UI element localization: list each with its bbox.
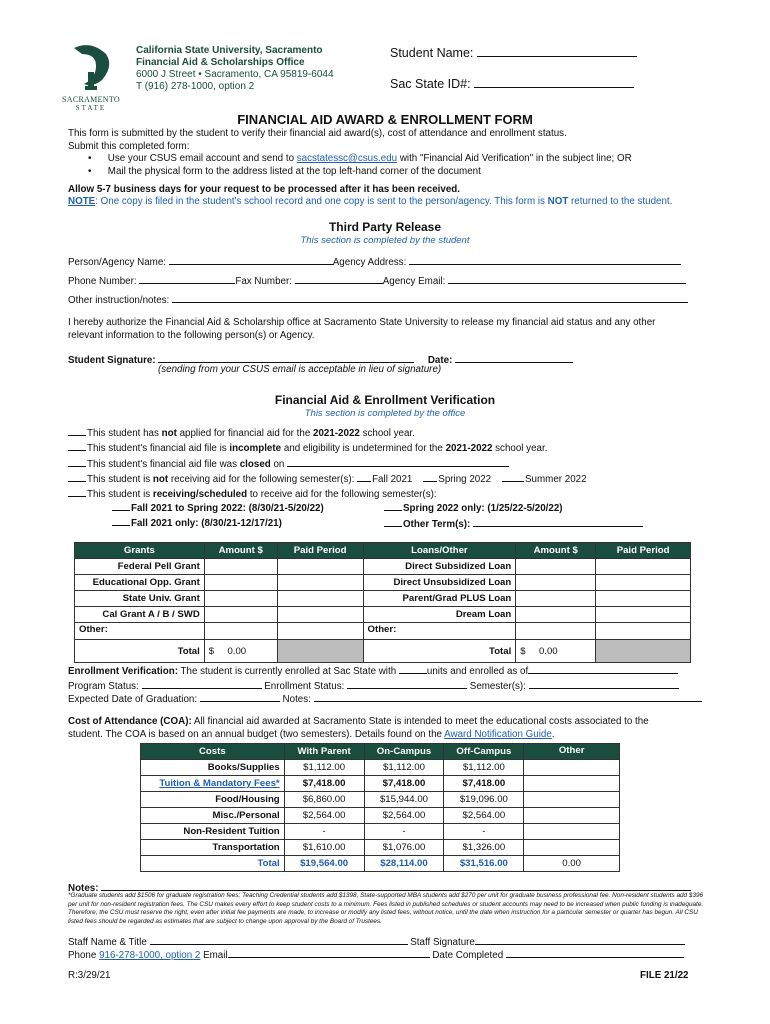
- phone-row: [68, 273, 686, 287]
- hornet-torch-icon: [62, 44, 120, 92]
- bullet-icon: •: [88, 153, 92, 164]
- signature-date-input[interactable]: [455, 352, 573, 363]
- term-spring-only[interactable]: Spring 2022 only: (1/25/22-5/20/22): [384, 501, 643, 516]
- program-status-label: Program Status:: [68, 681, 139, 692]
- enrollment-label: Enrollment Verification:: [68, 666, 178, 677]
- enrollment-row-3: [68, 691, 702, 705]
- university-name: California State University, Sacramento: [136, 45, 323, 56]
- fee-fine-print: *Graduate students add $1506 for graduate registration fees; Teaching Credential students add $1398, State-supported MBA students add $270 per unit for graduate business professional fee. Non-resident students add $396 per unit for non-resident registration fees. The CSU makes every effort to keep student costs to a minimum. Fees listed in published schedules or student accounts may need to be increased when public funding is inadequate. Therefore, the CSU must reserve the right, even after initial fee payments are made, to increase or modify any listed fees, without notice, until the date when instruction for a particular semester or quarter has begun. All CSU listed fees should be regarded as estimates that are subject to change upon approval by the Board of Trustees.: [68, 892, 704, 925]
- header-grants: Grants: [75, 543, 205, 559]
- student-name-label: Student Name:: [390, 46, 474, 60]
- agency-address-label: Agency Address:: [332, 257, 407, 268]
- other-notes-row: [68, 292, 688, 306]
- cost-label: Books/Supplies: [141, 760, 285, 776]
- cost-label: Transportation: [141, 840, 285, 856]
- header-off-campus: Off-Campus: [444, 744, 524, 760]
- staff-name-input[interactable]: [150, 934, 408, 945]
- phone-link[interactable]: 916-278-1000, option 2: [99, 950, 201, 961]
- table-row: [75, 591, 691, 607]
- person-agency-input[interactable]: [169, 254, 333, 265]
- cost-label: Food/Housing: [141, 792, 285, 808]
- header-with-parent: With Parent: [284, 744, 364, 760]
- agency-email-input[interactable]: [448, 273, 686, 284]
- coa-text: Cost of Attendance (COA): All financial aid awarded at Sacramento State is intended to meet the educational costs associated to the student. The COA is based on an annual budget (two semesters). Details found on the Award Notification Guide.: [68, 716, 649, 740]
- coa-header: [141, 744, 620, 760]
- student-signature-input[interactable]: [158, 352, 414, 363]
- semester-input[interactable]: [529, 678, 679, 689]
- authorize-line-1: I hereby authorize the Financial Aid & Scholarship office at Sacramento State University to release my financial aid status and any other: [68, 317, 656, 328]
- coa-text-2: student. The COA is based on an annual budget (two semesters). Details found on the: [68, 728, 445, 740]
- notes-label: Notes:: [68, 883, 99, 894]
- date-completed-label: Date Completed: [432, 950, 504, 961]
- allow-notice: Allow 5-7 business days for your request to be processed after it has been received.: [68, 184, 461, 195]
- grant-label: Educational Opp. Grant: [75, 575, 205, 591]
- loan-label: Parent/Grad PLUS Loan: [363, 591, 516, 607]
- bullet-2-text: Mail the physical form to the address listed at the top left-hand corner of the document: [107, 165, 481, 177]
- sac-state-id-field[interactable]: [390, 77, 634, 91]
- coa-total-label: Total: [141, 856, 285, 872]
- term-options-2: [384, 501, 643, 532]
- authorization-text: [68, 317, 708, 342]
- agency-email-label: Agency Email:: [382, 276, 446, 287]
- header-loans: Loans/Other: [363, 543, 516, 559]
- intro-bullet-2: [68, 166, 708, 179]
- person-agency-label: Person/Agency Name:: [68, 257, 167, 268]
- phone-label: Phone Number:: [68, 276, 137, 287]
- note-end: returned to the student.: [568, 196, 673, 207]
- intro-bullet-1: [68, 153, 708, 166]
- header-costs: Costs: [141, 744, 285, 760]
- signature-date-label: Date:: [427, 355, 453, 366]
- header-on-campus: On-Campus: [364, 744, 444, 760]
- term-other[interactable]: Other Term(s):: [384, 516, 643, 532]
- other-notes-input[interactable]: [172, 292, 688, 303]
- program-status-input[interactable]: [142, 678, 262, 689]
- cost-label: Non-Resident Tuition: [141, 824, 285, 840]
- person-agency-row: [68, 254, 681, 268]
- phone-input[interactable]: [139, 273, 235, 284]
- table-row: Tuition & Mandatory Fees* $7,418.00 $7,418.00 $7,418.00: [141, 776, 620, 792]
- coa-table: [140, 743, 620, 872]
- loan-label: Dream Loan: [363, 607, 516, 623]
- verification-subtitle: This section is completed by the office: [304, 408, 466, 419]
- grant-total-label: Total: [75, 640, 205, 663]
- table-row: Misc./Personal $2,564.00 $2,564.00 $2,564.00: [141, 808, 620, 824]
- table-row: Transportation $1,610.00 $1,076.00 $1,326.00: [141, 840, 620, 856]
- loan-total-value: $ 0.00: [516, 640, 596, 663]
- header-paid-period: Paid Period: [277, 543, 363, 559]
- logo-wordmark-1: SACRAMENTO: [62, 95, 120, 104]
- file-year: FILE 21/22: [640, 970, 689, 981]
- tuition-fees-link[interactable]: Tuition & Mandatory Fees*: [141, 776, 285, 792]
- coa-total-row: Total $19,564.00 $28,114.00 $31,516.00 0.00: [141, 856, 620, 872]
- staff-email-label: Email: [200, 950, 228, 961]
- loan-label: Direct Subsidized Loan: [363, 559, 516, 575]
- agency-address-input[interactable]: [409, 254, 681, 265]
- option-not-receiving[interactable]: This student is not receiving aid for the following semester(s): Fall 2021 Spring 2022 Summer 2022: [68, 472, 587, 487]
- bullet-1-end: with "Financial Aid Verification" in the subject line; OR: [397, 153, 632, 164]
- award-guide-link[interactable]: Award Notification Guide: [444, 728, 552, 740]
- term-fall-only[interactable]: Fall 2021 only: (8/30/21-12/17/21): [112, 516, 324, 531]
- staff-phone-label: Phone: [68, 950, 100, 961]
- table-row: Books/Supplies $1,112.00 $1,112.00 $1,112.00: [141, 760, 620, 776]
- table-row: [75, 607, 691, 623]
- grant-label: Cal Grant A / B / SWD: [75, 607, 205, 623]
- note-not: NOT: [547, 196, 569, 207]
- note-label: NOTE: [68, 196, 96, 207]
- staff-signature-label: Staff Signature: [410, 937, 475, 948]
- graduation-date-label: Expected Date of Graduation:: [68, 694, 198, 705]
- student-name-field[interactable]: [390, 46, 637, 60]
- header-other: Other: [524, 744, 620, 760]
- term-options: [112, 501, 324, 531]
- enrolled-as-of-input[interactable]: [528, 663, 678, 674]
- university-logo: [62, 44, 120, 110]
- sac-state-id-label: Sac State ID#:: [390, 77, 471, 91]
- third-party-title: Third Party Release: [328, 220, 442, 234]
- date-completed-input[interactable]: [506, 947, 684, 958]
- fax-input[interactable]: [295, 273, 383, 284]
- option-not-applied[interactable]: This student has not applied for financial aid for the 2021-2022 school year.: [68, 426, 587, 441]
- office-phone: T (916) 278-1000, option 2: [136, 81, 255, 92]
- table-row: Non-Resident Tuition - - -: [141, 824, 620, 840]
- revision-date: R:3/29/21: [68, 970, 111, 981]
- staff-name-label: Staff Name & Title: [68, 937, 147, 948]
- student-signature-label: Student Signature:: [68, 355, 156, 366]
- table-row: Food/Housing $6,860.00 $15,944.00 $19,096.00: [141, 792, 620, 808]
- office-address: 6000 J Street • Sacramento, CA 95819-6044: [136, 69, 334, 80]
- enrolled-as-of-text: units and enrolled as of: [426, 666, 529, 677]
- fax-label: Fax Number:: [235, 276, 292, 287]
- enrollment-status-input[interactable]: [347, 678, 467, 689]
- coa-label: Cost of Attendance (COA):: [68, 716, 192, 727]
- intro-line-2: Submit this completed form:: [68, 140, 190, 152]
- note-text: : One copy is filed in the student's school record and one copy is sent to the person/agency. This form is: [95, 196, 548, 207]
- notes-input[interactable]: [101, 880, 691, 891]
- grant-label: State Univ. Grant: [75, 591, 205, 607]
- option-receiving[interactable]: This student is receiving/scheduled to receive aid for the following semester(s):: [68, 487, 587, 502]
- enrollment-text: The student is currently enrolled at Sac State with: [177, 666, 399, 677]
- grant-label: Federal Pell Grant: [75, 559, 205, 575]
- office-info: [136, 45, 334, 93]
- staff-row-1: [68, 934, 685, 948]
- bullet-1-text: Use your CSUS email account and send to: [107, 153, 297, 164]
- loan-label: Direct Unsubsidized Loan: [363, 575, 516, 591]
- intro-line-1: This form is submitted by the student to verify their financial aid award(s), cost of attendance and enrollment status.: [68, 128, 567, 139]
- grant-total-value: $ 0.00: [204, 640, 277, 663]
- email-link[interactable]: sacstatessc@csus.edu: [296, 153, 398, 164]
- enrollment-row-1: [68, 663, 678, 677]
- authorize-line-2: relevant information to the following person(s) or Agency.: [68, 329, 315, 341]
- third-party-subtitle: This section is completed by the student: [300, 235, 470, 246]
- staff-row-2: [68, 947, 684, 961]
- signature-note: (sending from your CSUS email is acceptable in lieu of signature): [158, 364, 442, 375]
- table-row: [75, 559, 691, 575]
- header-amount: Amount $: [204, 543, 277, 559]
- coa-other-total: 0.00: [524, 856, 620, 872]
- other-notes-label: Other instruction/notes:: [68, 295, 170, 306]
- header-amount: Amount $: [516, 543, 596, 559]
- verification-options: [68, 426, 587, 502]
- verification-title: Financial Aid & Enrollment Verification: [274, 393, 496, 407]
- option-incomplete[interactable]: This student's financial aid file is incomplete and eligibility is undetermined for the 2021-2022 school year.: [68, 441, 587, 456]
- intro-section: [68, 128, 708, 178]
- semester-label: Semester(s):: [469, 681, 526, 692]
- term-fall-to-spring[interactable]: Fall 2021 to Spring 2022: (8/30/21-5/20/22): [112, 501, 324, 516]
- logo-wordmark-2: STATE: [75, 104, 107, 112]
- table-row: [75, 623, 691, 640]
- header-paid-period: Paid Period: [596, 543, 691, 559]
- staff-email-input[interactable]: [228, 947, 430, 958]
- form-title: FINANCIAL AID AWARD & ENROLLMENT FORM: [237, 112, 533, 127]
- table-row: [75, 575, 691, 591]
- grant-other-label[interactable]: Other:: [75, 623, 205, 640]
- enrollment-row-2: [68, 678, 679, 692]
- staff-signature-input[interactable]: [475, 934, 685, 945]
- enrollment-notes-label: Notes:: [282, 694, 311, 705]
- bullet-icon: •: [88, 165, 92, 177]
- graduation-date-input[interactable]: [200, 691, 280, 702]
- units-input[interactable]: [399, 663, 427, 674]
- loan-other-label[interactable]: Other:: [363, 623, 516, 640]
- loan-total-label: Total: [363, 640, 516, 663]
- cost-label: Misc./Personal: [141, 808, 285, 824]
- enrollment-notes-input[interactable]: [314, 691, 702, 702]
- coa-text-1: All financial aid awarded at Sacramento State is intended to meet the educational costs associated to the: [191, 716, 649, 727]
- option-closed[interactable]: This student's financial aid file was closed on: [68, 456, 587, 472]
- note-line: [68, 196, 672, 207]
- office-name: Financial Aid & Scholarships Office: [136, 57, 305, 68]
- aid-table-header: [75, 543, 691, 559]
- aid-table: [74, 542, 691, 663]
- aid-total-row: [75, 640, 691, 663]
- enrollment-status-label: Enrollment Status:: [264, 681, 345, 692]
